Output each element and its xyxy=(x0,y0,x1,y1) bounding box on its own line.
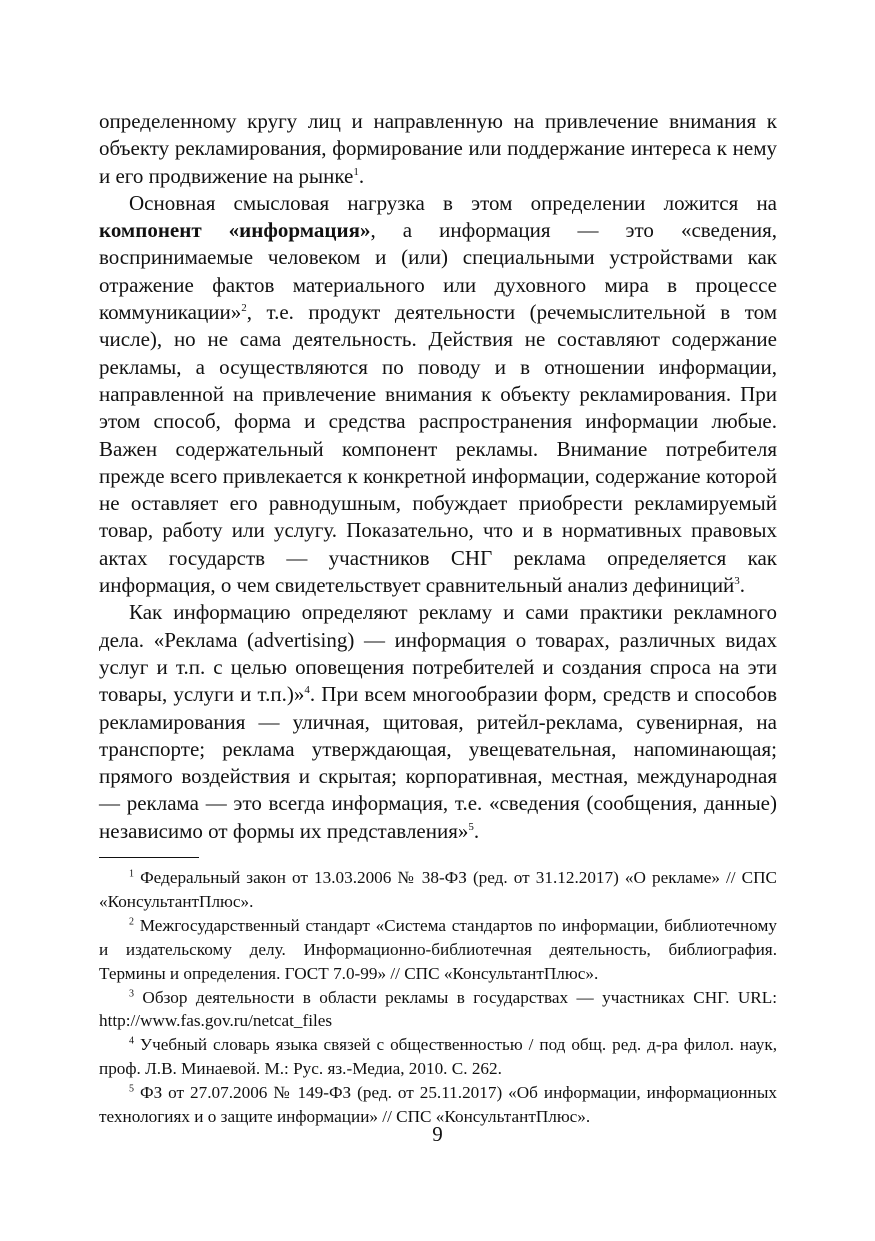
paragraph-3: Как информацию определяют рекламу и сами практики рекламного дела. «Реклама (advertising) — информация о товарах, различных видах услуг и т.п. с целью оповещения потребителей и создания спроса на эти товары, услуги и т.п.)»$^4$. При всем многообразии форм, средств и способов рекламирования — уличная, щитовая, ритейл-реклама, сувенирная, на транспорте; реклама утверждающая, увещевательная, напоминающая; прямого воздействия и скрытая; корпоративная, местная, международная — реклама — это всегда информация, т.е. «сведения (сообщения, данные) независимо от формы их представления»$^5$. xyxy=(99,600,777,843)
footnote-5: $^5$ ФЗ от 27.07.2006 № 149-ФЗ (ред. от 25.11.2017) «Об информации, информационных технологиях и о защите информации» // СПС «КонсультантПлюс». xyxy=(99,1083,777,1127)
footnote-ref-1[interactable]: 1 xyxy=(353,165,359,178)
footnote-ref-3[interactable]: 3 xyxy=(734,575,740,588)
footnote-3: $^3$ Обзор деятельности в области рекламы в государствах — участниках СНГ. URL: http://www.fas.gov.ru/netcat_files xyxy=(99,987,777,1031)
paragraph-2: Основная смысловая нагрузка в этом определении ложится на компонент «информация», а информация — это «сведения, воспринимаемые человеком и (или) специальными устройствами как отражение фактов материального или духовного мира в процессе коммуникации»$^2$, т.е. продукт деятельности (речемыслительной в том числе), но не сама деятельность. Действия не составляют содержание рекламы, а осуществляются по поводу и в отношении информации, направленной на привлечение внимания к объекту рекламирования. При этом способ, форма и средства распространения информации любые. Важен содержательный компонент рекламы. Внимание потребителя прежде всего привлекается к конкретной информации, содержание которой не оставляет его равнодушным, побуждает приобрести рекламируемый товар, работу или услугу. Показательно, что и в нормативных правовых актах государств — участников СНГ реклама определяется как информация, о чем свидетельствует сравнительный анализ дефиниций$^3$. xyxy=(99,190,777,598)
footnote-ref-5[interactable]: 5 xyxy=(468,820,474,833)
footnote-ref-4[interactable]: 4 xyxy=(304,684,310,697)
footnote-ref-2[interactable]: 2 xyxy=(241,302,247,315)
footnote-divider xyxy=(99,857,199,858)
main-text xyxy=(99,108,777,845)
paragraph-1: определенному кругу лиц и направленную на привлечение внимания к объекту рекламирования, формирование или поддержание интереса к нему и его продвижение на рынке$^1$. xyxy=(99,109,777,188)
page-content xyxy=(99,108,777,1129)
footnote-1: $^1$ Федеральный закон от 13.03.2006 № 38-ФЗ (ред. от 31.12.2017) «О рекламе» // СПС «КонсультантПлюс». xyxy=(99,868,777,911)
footnotes xyxy=(99,866,777,1129)
page-number: 9 xyxy=(432,1122,443,1146)
footnote-2: $^2$ Межгосударственный стандарт «Система стандартов по информации, библиотечному и издательскому делу. Информационно-библиотечная деятельность, библиография. Термины и определения. ГОСТ 7.0-99» // СПС «КонсультантПлюс». xyxy=(99,915,777,983)
footnote-4: $^4$ Учебный словарь языка связей с общественностью / под общ. ред. д-ра филол. наук, проф. Л.В. Минаевой. М.: Рус. яз.-Медиа, 2010. С. 262. xyxy=(99,1035,777,1079)
bold-term: компонент «информация» xyxy=(99,218,371,243)
